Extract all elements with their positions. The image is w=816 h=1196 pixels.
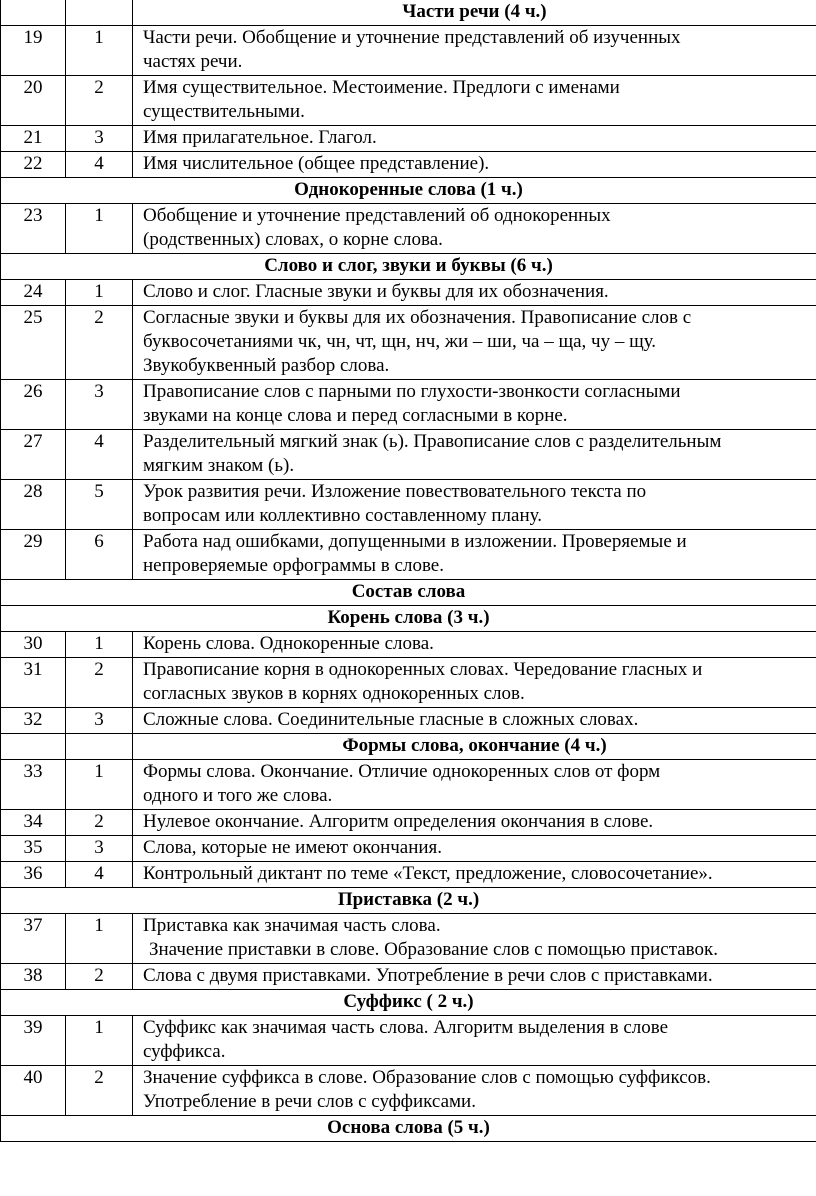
lesson-topic (133, 1016, 816, 1066)
lesson-number: 19 (1, 26, 66, 76)
lesson-number: 27 (1, 430, 66, 480)
empty-cell (66, 734, 133, 760)
lesson-topic (133, 204, 816, 254)
lesson-row (1, 862, 816, 888)
lesson-number: 36 (1, 862, 66, 888)
empty-cell (1, 734, 66, 760)
lesson-index-in-section: 6 (66, 530, 133, 580)
lesson-topic (133, 914, 816, 964)
lesson-topic-line: Имя числительное (общее представление). (143, 153, 490, 174)
lesson-topic-line: Части речи. Обобщение и уточнение представлений об изученных (143, 27, 681, 48)
lesson-number: 28 (1, 480, 66, 530)
lesson-topic-line: Работа над ошибками, допущенными в изложении. Проверяемые и (143, 531, 687, 552)
lesson-number: 24 (1, 280, 66, 306)
lesson-topic-line: согласных звуков в корнях однокоренных слов. (143, 683, 525, 704)
lesson-number: 21 (1, 126, 66, 152)
lesson-index-in-section: 2 (66, 810, 133, 836)
lesson-topic (133, 280, 816, 306)
lesson-index-in-section: 3 (66, 126, 133, 152)
lesson-topic-line: звуками на конце слова и перед согласными в корне. (143, 405, 568, 426)
section-title: Слово и слог, звуки и буквы (6 ч.) (1, 254, 816, 280)
lesson-topic-line: Формы слова. Окончание. Отличие однокоренных слов от форм (143, 761, 661, 782)
lesson-index-in-section: 1 (66, 914, 133, 964)
lesson-number: 38 (1, 964, 66, 990)
section-title: Приставка (2 ч.) (1, 888, 816, 914)
section-title: Корень слова (3 ч.) (1, 606, 816, 632)
lesson-row (1, 1016, 816, 1066)
section-header-row (1, 990, 816, 1016)
lesson-number: 20 (1, 76, 66, 126)
lesson-index-in-section: 2 (66, 76, 133, 126)
lesson-row (1, 306, 816, 380)
lesson-row (1, 76, 816, 126)
lesson-topic-line: Корень слова. Однокоренные слова. (143, 633, 434, 654)
lesson-topic-line: вопросам или коллективно составленному плану. (143, 505, 542, 526)
lesson-topic (133, 76, 816, 126)
lesson-topic (133, 1066, 816, 1116)
lesson-topic-line: Слова с двумя приставками. Употребление в речи слов с приставками. (143, 965, 713, 986)
lesson-row (1, 26, 816, 76)
lesson-topic-line: непроверяемые орфограммы в слове. (143, 555, 444, 576)
lesson-row (1, 658, 816, 708)
lesson-row (1, 480, 816, 530)
lesson-topic-line: Обобщение и уточнение представлений об однокоренных (143, 205, 611, 226)
lesson-plan-body (1, 0, 816, 1142)
lesson-row (1, 760, 816, 810)
lesson-number: 34 (1, 810, 66, 836)
lesson-topic (133, 810, 816, 836)
lesson-index-in-section: 3 (66, 380, 133, 430)
lesson-index-in-section: 1 (66, 760, 133, 810)
lesson-topic-line: Имя существительное. Местоимение. Предлоги с именами (143, 77, 620, 98)
lesson-topic-line: мягким знаком (ь). (143, 455, 295, 476)
lesson-row (1, 152, 816, 178)
lesson-index-in-section: 1 (66, 280, 133, 306)
lesson-topic-line: Имя прилагательное. Глагол. (143, 127, 377, 148)
lesson-row (1, 914, 816, 964)
lesson-topic-line: (родственных) словах, о корне слова. (143, 229, 443, 250)
lesson-topic-line: Приставка как значимая часть слова. (143, 915, 441, 936)
lesson-number: 40 (1, 1066, 66, 1116)
lesson-topic (133, 306, 816, 380)
lesson-row (1, 204, 816, 254)
lesson-topic-line: Суффикс как значимая часть слова. Алгоритм выделения в слове (143, 1017, 669, 1038)
section-header-row (1, 606, 816, 632)
lesson-topic (133, 964, 816, 990)
lesson-number: 30 (1, 632, 66, 658)
lesson-topic-line: Правописание слов с парными по глухости-звонкости согласными (143, 381, 681, 402)
lesson-topic-line: буквосочетаниями чк, чн, чт, щн, нч, жи – ши, ча – ща, чу – щу. (143, 331, 657, 352)
lesson-topic-line: Употребление в речи слов с суффиксами. (143, 1091, 476, 1112)
lesson-topic-line: Слова, которые не имеют окончания. (143, 837, 443, 858)
lesson-topic-line: частях речи. (143, 51, 243, 72)
section-title: Однокоренные слова (1 ч.) (1, 178, 816, 204)
lesson-number: 22 (1, 152, 66, 178)
lesson-topic (133, 836, 816, 862)
lesson-row (1, 964, 816, 990)
lesson-number: 23 (1, 204, 66, 254)
lesson-index-in-section: 2 (66, 1066, 133, 1116)
lesson-index-in-section: 2 (66, 658, 133, 708)
lesson-row (1, 708, 816, 734)
lesson-topic (133, 530, 816, 580)
lesson-number: 29 (1, 530, 66, 580)
lesson-number: 25 (1, 306, 66, 380)
lesson-topic-line: Значение суффикса в слове. Образование слов с помощью суффиксов. (143, 1067, 711, 1088)
lesson-index-in-section: 1 (66, 26, 133, 76)
empty-cell (1, 0, 66, 26)
lesson-topic (133, 658, 816, 708)
lesson-index-in-section: 4 (66, 862, 133, 888)
lesson-topic-line: Урок развития речи. Изложение повествовательного текста по (143, 481, 647, 502)
lesson-topic (133, 26, 816, 76)
lesson-topic (133, 632, 816, 658)
lesson-topic-line: суффикса. (143, 1041, 226, 1062)
lesson-topic (133, 708, 816, 734)
section-header-row (1, 734, 816, 760)
lesson-row (1, 126, 816, 152)
lesson-index-in-section: 5 (66, 480, 133, 530)
lesson-index-in-section: 1 (66, 1016, 133, 1066)
lesson-topic-line: Слово и слог. Гласные звуки и буквы для их обозначения. (143, 281, 609, 302)
lesson-number: 39 (1, 1016, 66, 1066)
section-header-row (1, 254, 816, 280)
lesson-index-in-section: 1 (66, 204, 133, 254)
lesson-row (1, 632, 816, 658)
lesson-row (1, 810, 816, 836)
lesson-number: 32 (1, 708, 66, 734)
lesson-topic-line: существительными. (143, 101, 305, 122)
lesson-number: 31 (1, 658, 66, 708)
lesson-topic-line: Разделительный мягкий знак (ь). Правописание слов с разделительным (143, 431, 722, 452)
lesson-row (1, 280, 816, 306)
lesson-topic-line: Звукобуквенный разбор слова. (143, 355, 390, 376)
section-title: Состав слова (1, 580, 816, 606)
section-header-row (1, 580, 816, 606)
section-title: Суффикс ( 2 ч.) (1, 990, 816, 1016)
lesson-index-in-section: 2 (66, 306, 133, 380)
lesson-index-in-section: 4 (66, 152, 133, 178)
section-header-row (1, 178, 816, 204)
lesson-topic (133, 430, 816, 480)
lesson-index-in-section: 3 (66, 836, 133, 862)
lesson-topic (133, 126, 816, 152)
section-title: Основа слова (5 ч.) (1, 1116, 816, 1142)
lesson-number: 35 (1, 836, 66, 862)
lesson-index-in-section: 2 (66, 964, 133, 990)
lesson-topic (133, 480, 816, 530)
lesson-topic (133, 152, 816, 178)
lesson-topic (133, 862, 816, 888)
page-bottom-margin (0, 1156, 816, 1196)
section-header-row (1, 0, 816, 26)
lesson-topic (133, 380, 816, 430)
lesson-row (1, 530, 816, 580)
section-header-row (1, 1116, 816, 1142)
lesson-topic-line: Сложные слова. Соединительные гласные в сложных словах. (143, 709, 639, 730)
lesson-topic-line: Согласные звуки и буквы для их обозначения. Правописание слов с (143, 307, 692, 328)
lesson-number: 37 (1, 914, 66, 964)
lesson-index-in-section: 3 (66, 708, 133, 734)
section-title: Формы слова, окончание (4 ч.) (133, 734, 816, 760)
lesson-topic-line: Значение приставки в слове. Образование слов с помощью приставок. (149, 939, 718, 960)
lesson-number: 33 (1, 760, 66, 810)
section-title: Части речи (4 ч.) (133, 0, 816, 26)
lesson-row (1, 836, 816, 862)
lesson-index-in-section: 4 (66, 430, 133, 480)
lesson-row (1, 430, 816, 480)
lesson-topic-line: Нулевое окончание. Алгоритм определения окончания в слове. (143, 811, 654, 832)
lesson-topic (133, 760, 816, 810)
section-header-row (1, 888, 816, 914)
lesson-topic-line: одного и того же слова. (143, 785, 333, 806)
empty-cell (66, 0, 133, 26)
lesson-index-in-section: 1 (66, 632, 133, 658)
lesson-row (1, 1066, 816, 1116)
lesson-topic-line: Контрольный диктант по теме «Текст, предложение, словосочетание». (143, 863, 713, 884)
lesson-number: 26 (1, 380, 66, 430)
lesson-topic-line: Правописание корня в однокоренных словах. Чередование гласных и (143, 659, 703, 680)
lesson-row (1, 380, 816, 430)
